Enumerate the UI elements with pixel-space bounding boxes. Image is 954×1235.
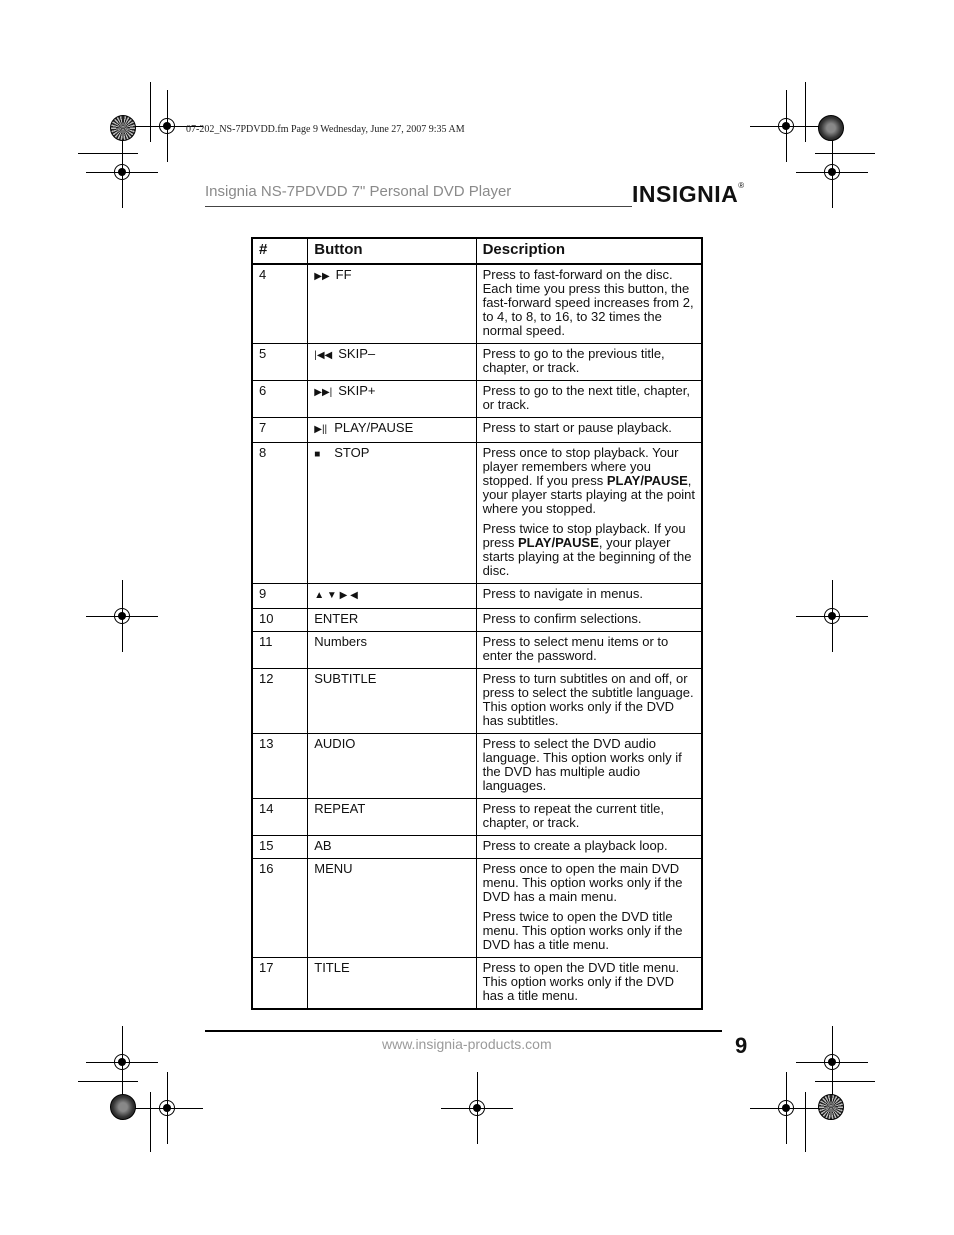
table-row — [252, 584, 702, 609]
description-paragraph: Press once to open the main DVD menu. This option works only if the DVD has a main menu. — [482, 861, 683, 904]
trim-line — [150, 82, 151, 142]
button-label: SUBTITLE — [314, 671, 377, 686]
description-paragraph: Press to navigate in menus. — [482, 586, 643, 601]
row-description — [476, 381, 702, 418]
row-number: 11 — [252, 632, 308, 669]
table-row — [252, 418, 702, 443]
table-row — [252, 632, 702, 669]
row-number: 17 — [252, 958, 308, 1010]
button-reference-table — [251, 237, 703, 1010]
trim-line — [815, 1081, 875, 1082]
button-label: AUDIO — [314, 736, 356, 751]
table-row — [252, 734, 702, 799]
row-description — [476, 418, 702, 443]
row-button — [308, 836, 476, 859]
description-text: Press once to stop playback. Your player remembers where you stopped. If you press — [482, 445, 679, 488]
row-button — [308, 609, 476, 632]
button-label: REPEAT — [314, 801, 366, 816]
description-paragraph: Press to go to the next title, chapter, or track. — [482, 383, 690, 412]
table-row — [252, 264, 702, 344]
trim-line — [150, 1092, 151, 1152]
insignia-logo — [632, 181, 745, 208]
button-label: ENTER — [314, 611, 359, 626]
description-text: , your player starts playing at the beginning of the disc. — [482, 535, 692, 578]
stop-icon: ■ — [314, 449, 321, 460]
row-button — [308, 418, 476, 443]
button-label: SKIP– — [338, 346, 376, 361]
description-paragraph: Press to turn subtitles on and off, or press to select the subtitle language. This option works only if the DVD has subtitles. — [482, 671, 694, 728]
column-header-number: # — [252, 238, 308, 264]
row-description — [476, 734, 702, 799]
table-row — [252, 609, 702, 632]
table-body — [252, 264, 702, 1009]
row-button — [308, 264, 476, 344]
row-description — [476, 859, 702, 958]
row-description — [476, 958, 702, 1010]
row-button — [308, 669, 476, 734]
description-paragraph: Press to select the DVD audio language. This option works only if the DVD has multiple audio languages. — [482, 736, 682, 793]
row-description — [476, 609, 702, 632]
description-paragraph: Press to open the DVD title menu. This option works only if the DVD has a title menu. — [482, 960, 680, 1003]
footer-url: www.insignia-products.com — [382, 1036, 552, 1052]
row-button — [308, 734, 476, 799]
emphasized-button-name: PLAY/PAUSE — [517, 535, 599, 550]
column-header-description: Description — [476, 238, 702, 264]
row-number: 8 — [252, 443, 308, 584]
row-number: 12 — [252, 669, 308, 734]
color-bar-disc — [110, 115, 136, 141]
button-label: STOP — [334, 445, 370, 460]
footer-rule — [205, 1030, 722, 1032]
table-row — [252, 669, 702, 734]
table-row — [252, 344, 702, 381]
button-label: Numbers — [314, 634, 367, 649]
button-label: PLAY/PAUSE — [334, 420, 414, 435]
row-description — [476, 669, 702, 734]
row-description — [476, 836, 702, 859]
row-number: 14 — [252, 799, 308, 836]
row-button — [308, 958, 476, 1010]
color-bar-disc — [110, 1094, 136, 1120]
table-row — [252, 859, 702, 958]
description-paragraph: Press to create a playback loop. — [482, 838, 668, 853]
description-paragraph: Press to repeat the current title, chapter, or track. — [482, 801, 664, 830]
row-number: 16 — [252, 859, 308, 958]
color-bar-disc — [818, 1094, 844, 1120]
button-label: FF — [335, 267, 352, 282]
page-number: 9 — [735, 1033, 748, 1058]
row-number: 13 — [252, 734, 308, 799]
page-header-title: Insignia NS-7PDVDD 7" Personal DVD Player — [205, 183, 512, 200]
registered-mark: ® — [738, 181, 745, 190]
row-number: 6 — [252, 381, 308, 418]
header-rule — [205, 206, 632, 207]
skip-back-icon: |◀◀ — [314, 350, 333, 361]
row-description — [476, 632, 702, 669]
description-text: Press twice to stop playback. If you press — [482, 521, 686, 550]
fast-forward-icon: ▶▶ — [314, 271, 330, 282]
row-number: 10 — [252, 609, 308, 632]
column-header-button: Button — [308, 238, 476, 264]
row-button — [308, 381, 476, 418]
row-button — [308, 859, 476, 958]
table-row — [252, 381, 702, 418]
row-description — [476, 584, 702, 609]
row-button — [308, 632, 476, 669]
trim-line — [805, 82, 806, 142]
row-number: 4 — [252, 264, 308, 344]
button-label: AB — [314, 838, 332, 853]
row-button — [308, 584, 476, 609]
emphasized-button-name: PLAY/PAUSE — [606, 473, 688, 488]
description-paragraph: Press twice to open the DVD title menu. This option works only if the DVD has a title menu. — [482, 909, 683, 952]
row-number: 15 — [252, 836, 308, 859]
description-paragraph — [483, 522, 696, 578]
row-button — [308, 344, 476, 381]
button-label: MENU — [314, 861, 353, 876]
brand-name: INSIGNIA — [632, 181, 739, 207]
description-paragraph: Press to confirm selections. — [482, 611, 642, 626]
button-label: SKIP+ — [338, 383, 376, 398]
row-description — [476, 264, 702, 344]
button-reference-table-wrap — [251, 237, 703, 1010]
row-number: 5 — [252, 344, 308, 381]
trim-line — [815, 153, 875, 154]
row-description — [476, 443, 702, 584]
description-text: , your player starts playing at the point where you stopped. — [482, 473, 696, 516]
trim-line — [78, 1081, 138, 1082]
row-button — [308, 443, 476, 584]
skip-forward-icon: ▶▶| — [314, 387, 333, 398]
description-paragraph: Press to fast-forward on the disc. Each time you press this button, the fast-forward speed increases from 2, to 4, to 8, to 16, to 32 times the normal speed. — [482, 267, 694, 338]
color-bar-disc — [818, 115, 844, 141]
table-row — [252, 836, 702, 859]
arrow-keys-icon: ▲ ▼ ▶ ◀ — [314, 590, 358, 601]
table-row — [252, 443, 702, 584]
row-description — [476, 799, 702, 836]
button-label: TITLE — [314, 960, 350, 975]
trim-line — [78, 153, 138, 154]
description-paragraph: Press to select menu items or to enter the password. — [482, 634, 669, 663]
print-stamp: 07-202_NS-7PDVDD.fm Page 9 Wednesday, June 27, 2007 9:35 AM — [186, 124, 465, 135]
description-paragraph: Press to start or pause playback. — [482, 420, 672, 435]
description-paragraph: Press to go to the previous title, chapter, or track. — [482, 346, 665, 375]
play-pause-icon: ▶|| — [314, 424, 328, 435]
row-number: 7 — [252, 418, 308, 443]
row-description — [476, 344, 702, 381]
table-row — [252, 799, 702, 836]
description-paragraph — [483, 446, 696, 516]
table-header-row — [252, 238, 702, 264]
table-row — [252, 958, 702, 1010]
trim-line — [805, 1092, 806, 1152]
row-button — [308, 799, 476, 836]
row-number: 9 — [252, 584, 308, 609]
